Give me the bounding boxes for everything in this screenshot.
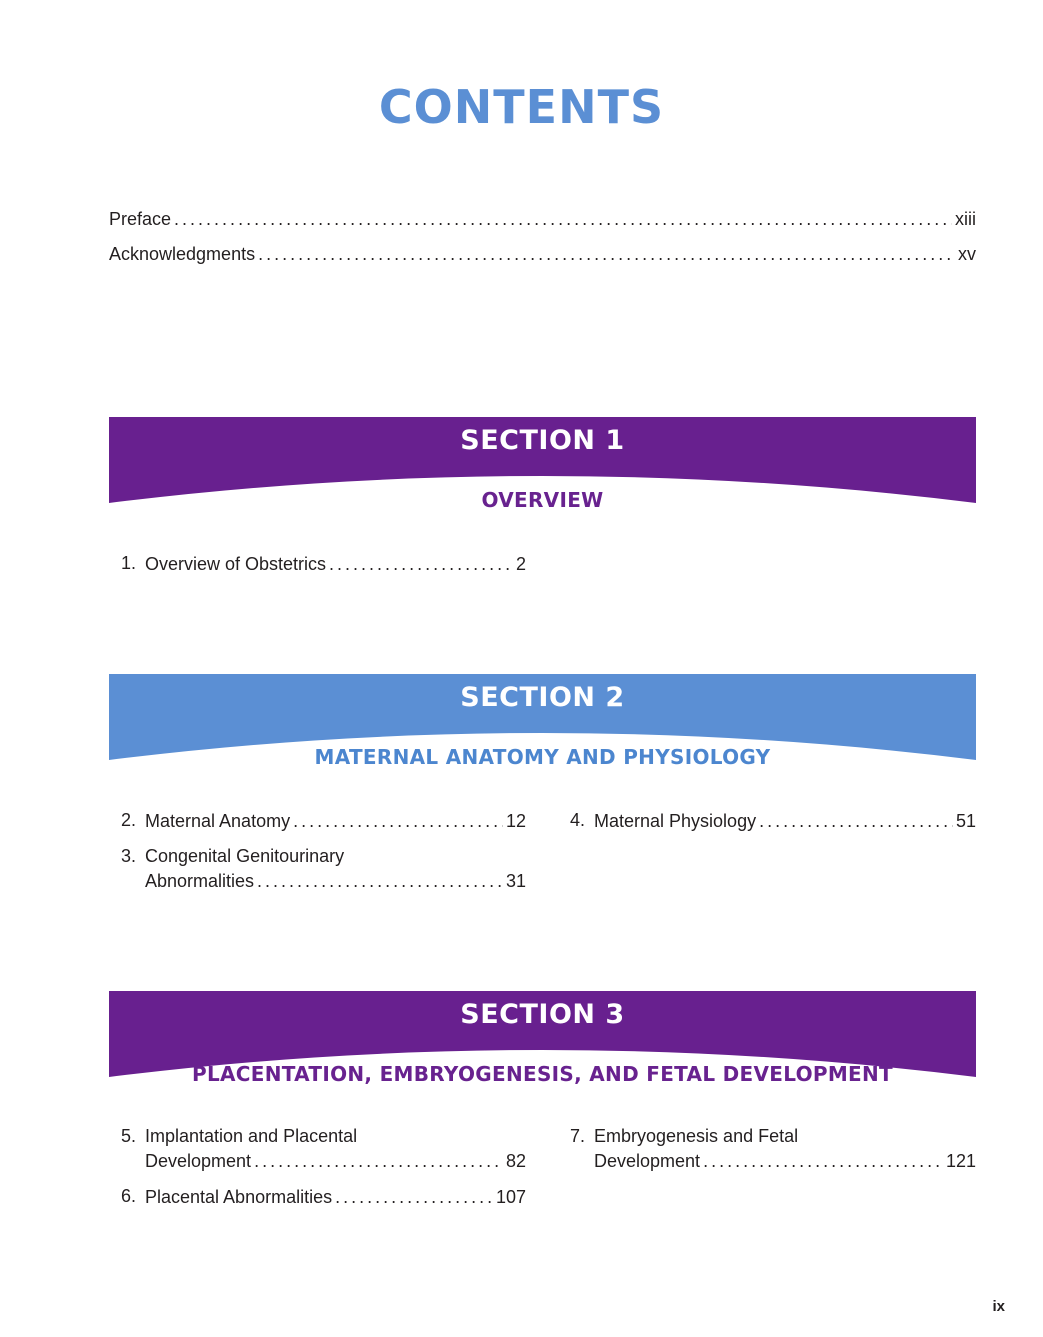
section-subtitle: MATERNAL ANATOMY AND PHYSIOLOGY: [314, 745, 771, 769]
chapter-column-right: [570, 1124, 976, 1184]
section-3-chapters: [121, 1124, 976, 1214]
chapter-entry-5[interactable]: [121, 1124, 526, 1174]
chapter-title-line1: Implantation and Placental: [145, 1126, 358, 1146]
chapter-entry-3[interactable]: [121, 844, 526, 894]
toc-entry-page: xiii: [955, 209, 976, 229]
toc-entry-label: Preface: [109, 209, 172, 229]
chapter-number: 7.: [570, 1126, 586, 1146]
chapter-page: 31: [505, 871, 526, 891]
section-2-chapters: [121, 808, 976, 898]
chapter-number: 5.: [121, 1126, 137, 1146]
toc-entry-label: Acknowledgments: [109, 244, 256, 264]
chapter-title: Placental Abnormalities: [145, 1187, 333, 1207]
chapter-body: [145, 1124, 526, 1174]
chapter-page: 12: [505, 811, 526, 831]
chapter-line: [594, 1148, 976, 1174]
toc-entry-preface[interactable]: [109, 206, 976, 241]
chapter-number: 1.: [121, 553, 137, 573]
chapter-title-line1: Embryogenesis and Fetal: [594, 1126, 799, 1146]
chapter-entry-7[interactable]: [570, 1124, 976, 1174]
toc-entry-page: xv: [958, 244, 976, 264]
section-1-banner: [109, 417, 976, 519]
chapter-page: 121: [945, 1151, 976, 1171]
chapter-line: [145, 1148, 526, 1174]
chapter-column-left: [121, 808, 526, 904]
section-number: SECTION 3: [460, 999, 625, 1030]
chapter-title-line1: Congenital Genitourinary: [145, 846, 345, 866]
chapter-body: [145, 844, 526, 894]
section-subtitle: PLACENTATION, EMBRYOGENESIS, AND FETAL DEVELOPMENT: [192, 1062, 893, 1086]
dot-leader: [293, 808, 503, 834]
dot-leader: [335, 1184, 493, 1210]
chapter-line: [594, 808, 976, 834]
chapter-entry-4[interactable]: [570, 808, 976, 834]
dot-leader: [703, 1148, 943, 1174]
chapter-page: 107: [495, 1187, 526, 1207]
chapter-column-left: [121, 1124, 526, 1220]
chapter-number: 3.: [121, 846, 137, 866]
chapter-number: 2.: [121, 810, 137, 830]
section-1-chapters: [121, 551, 976, 591]
dot-leader: [759, 808, 953, 834]
chapter-title: Overview of Obstetrics: [145, 554, 327, 574]
chapter-title: Abnormalities: [145, 871, 255, 891]
chapter-column-left: [121, 551, 526, 587]
chapter-number: 6.: [121, 1186, 137, 1206]
chapter-title: Maternal Anatomy: [145, 811, 291, 831]
chapter-page: 51: [955, 811, 976, 831]
chapter-column-right: [570, 808, 976, 844]
toc-entry-acknowledgments[interactable]: [109, 241, 976, 276]
chapter-entry-2[interactable]: [121, 808, 526, 834]
front-matter-list: [109, 206, 976, 276]
chapter-entry-1[interactable]: [121, 551, 526, 577]
section-2-banner: [109, 674, 976, 776]
section-number: SECTION 2: [460, 682, 625, 713]
chapter-entry-6[interactable]: [121, 1184, 526, 1210]
chapter-page: 2: [515, 554, 526, 574]
section-number: SECTION 1: [460, 425, 625, 456]
chapter-title: Development: [594, 1151, 701, 1171]
chapter-title: Development: [145, 1151, 252, 1171]
chapter-line: [145, 551, 526, 577]
chapter-page: 82: [505, 1151, 526, 1171]
section-subtitle: OVERVIEW: [481, 488, 604, 512]
chapter-line: [145, 868, 526, 894]
dot-leader: [174, 206, 952, 232]
chapter-line: [145, 808, 526, 834]
chapter-number: 4.: [570, 810, 586, 830]
dot-leader: [254, 1148, 503, 1174]
page-folio: ix: [992, 1298, 1005, 1315]
chapter-title: Maternal Physiology: [594, 811, 757, 831]
dot-leader: [329, 551, 513, 577]
dot-leader: [257, 868, 503, 894]
dot-leader: [258, 241, 955, 267]
chapter-body: [594, 1124, 976, 1174]
page-title: CONTENTS: [378, 80, 665, 134]
chapter-line: [145, 1184, 526, 1210]
section-3-banner: [109, 991, 976, 1093]
